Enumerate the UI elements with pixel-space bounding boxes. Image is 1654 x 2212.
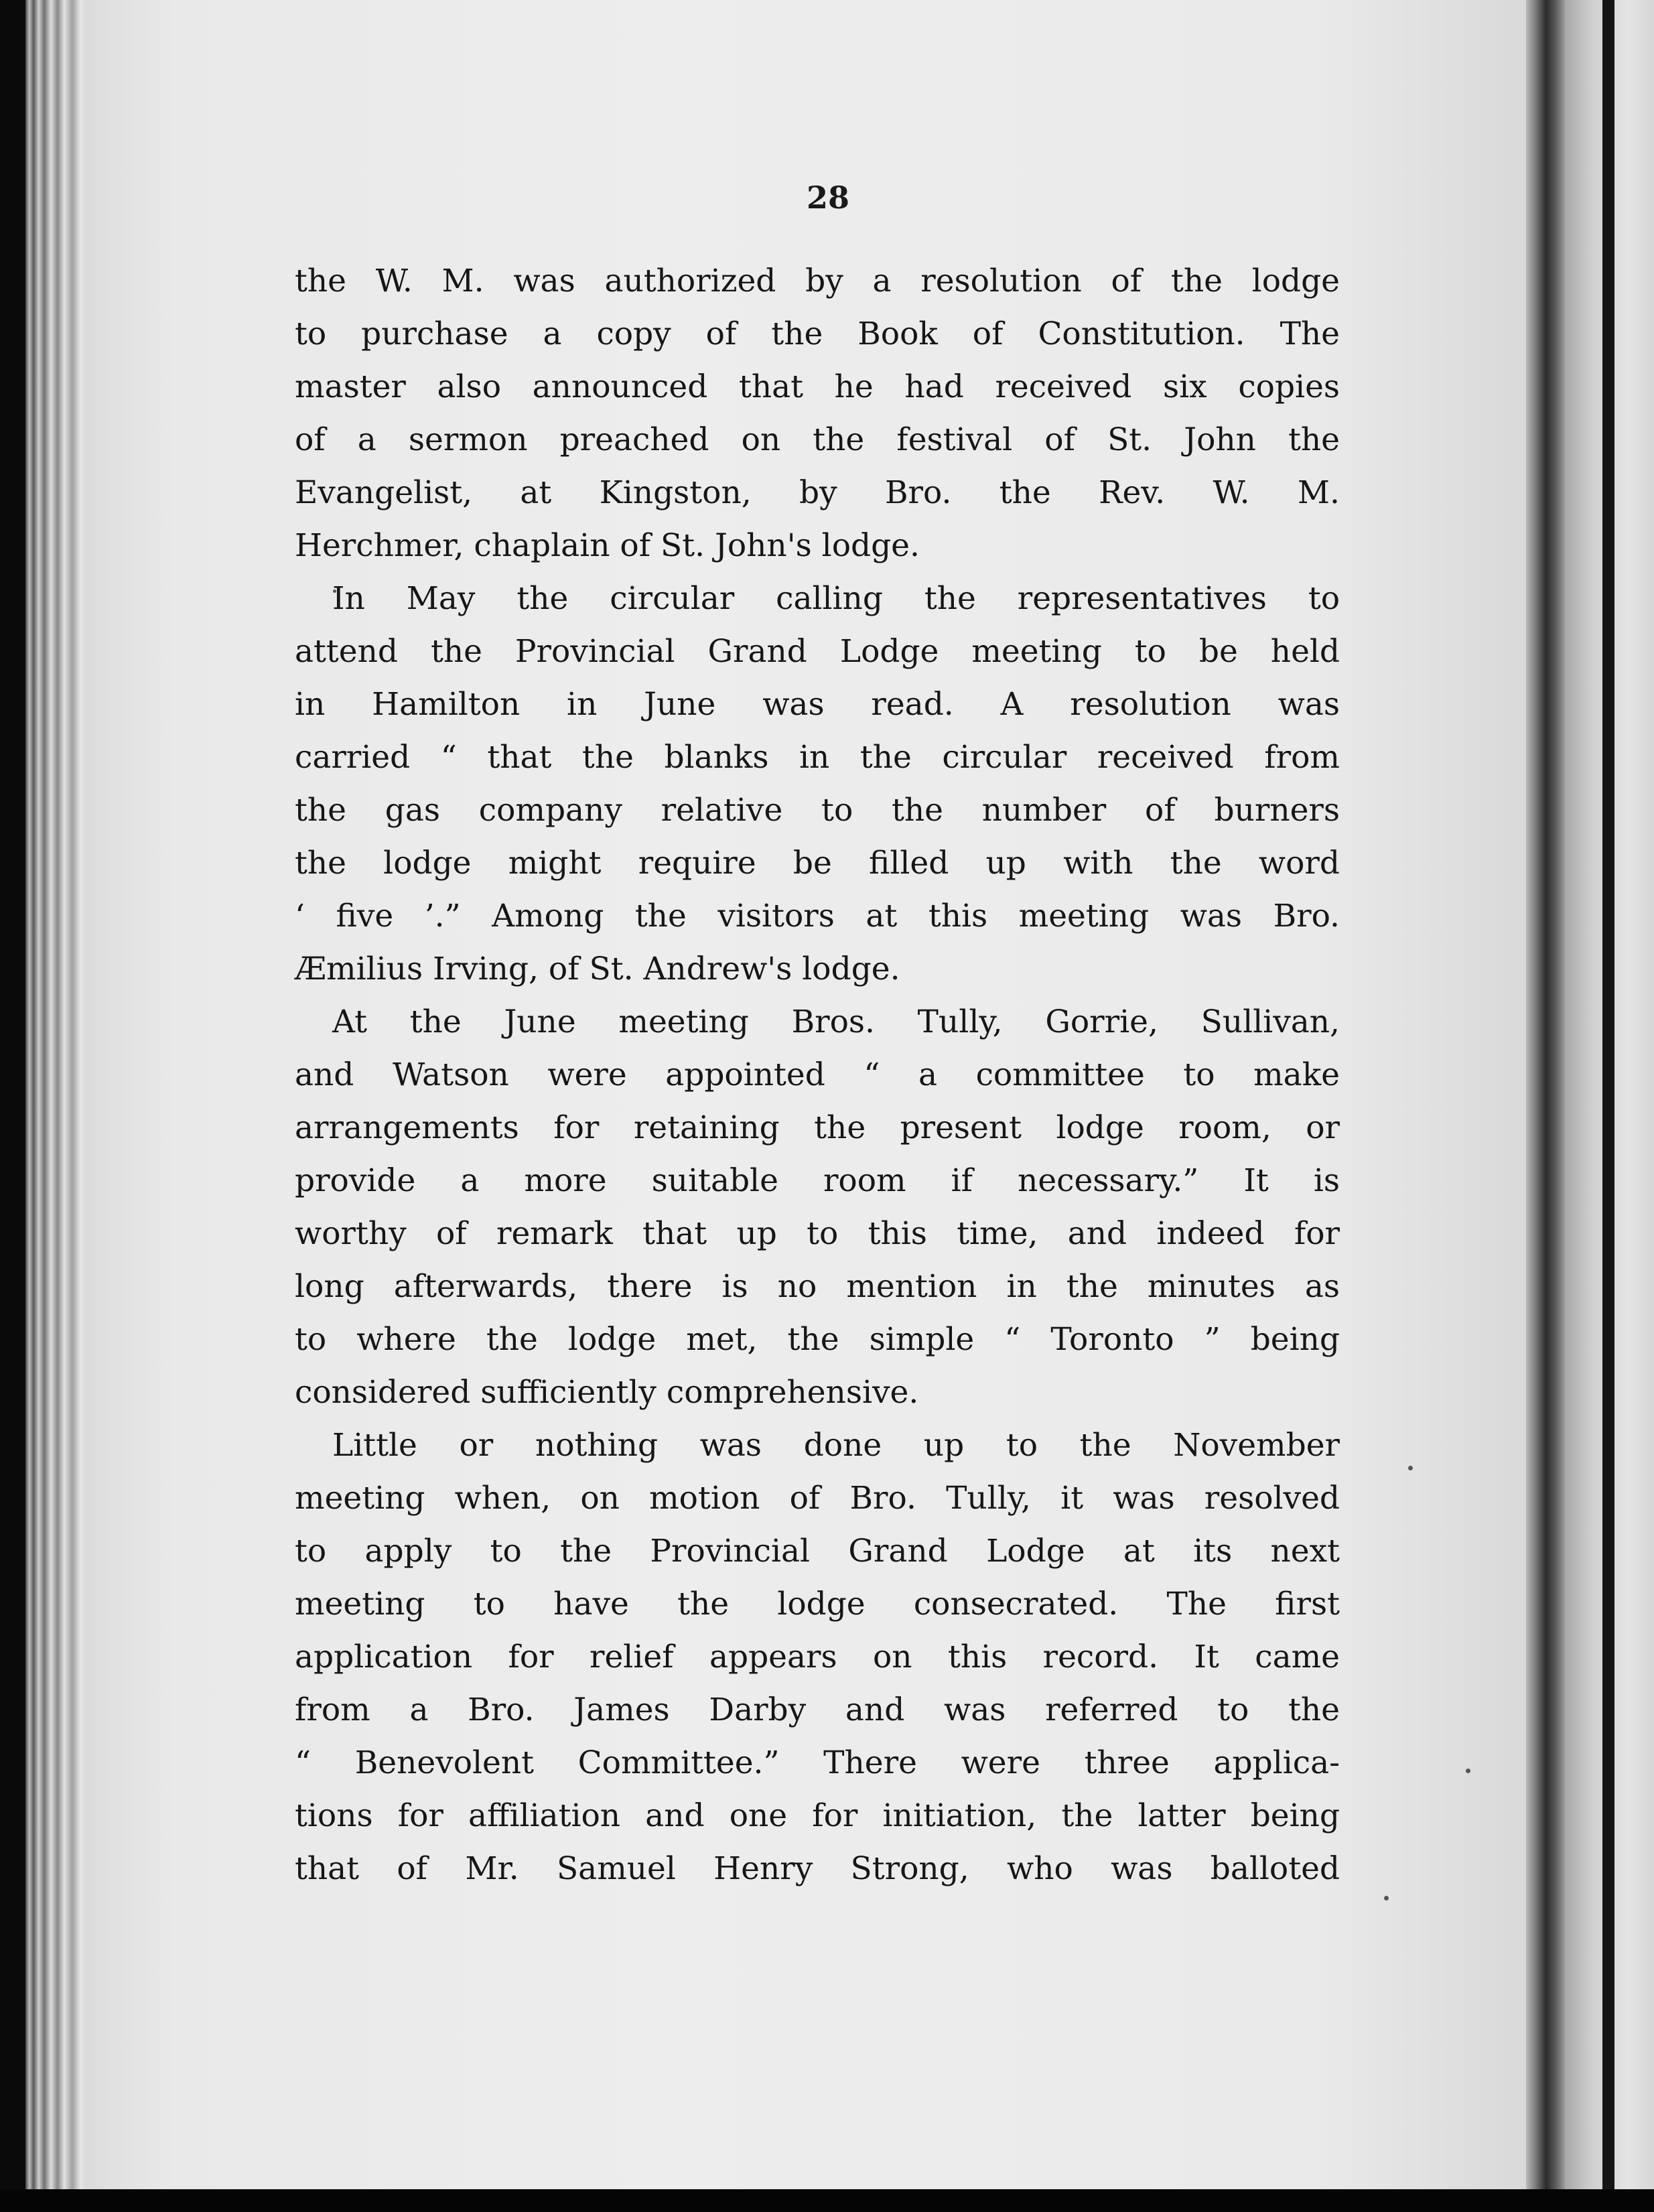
text-line: that of Mr. Samuel Henry Strong, who was balloted (295, 1850, 1340, 1887)
text-line: meeting when, on motion of Bro. Tully, it was resolved (295, 1480, 1340, 1517)
text-line: Little or nothing was done up to the November (332, 1427, 1340, 1464)
text-line: to purchase a copy of the Book of Constitution. The (295, 316, 1340, 352)
text-line: Herchmer, chaplain of St. John's lodge. (295, 527, 920, 564)
paragraph-4 (295, 1419, 1340, 1895)
text-line: carried “ that the blanks in the circular received from (295, 739, 1340, 776)
paragraph-2 (295, 572, 1340, 995)
text-line: the gas company relative to the number of burners (295, 792, 1340, 829)
text-line: provide a more suitable room if necessary.” It is (295, 1162, 1340, 1199)
dust-speck (1408, 1466, 1413, 1470)
text-line: “ Benevolent Committee.” There were three applica- (295, 1744, 1340, 1781)
paragraph-1 (295, 255, 1340, 572)
facing-page-edge (1602, 0, 1614, 2189)
text-line: At the June meeting Bros. Tully, Gorrie, Sullivan, (332, 1004, 1340, 1040)
text-line: the W. M. was authorized by a resolution of the lodge (295, 263, 1340, 299)
text-line: Æmilius Irving, of St. Andrew's lodge. (295, 951, 900, 987)
text-line: from a Bro. James Darby and was referred to the (295, 1691, 1340, 1728)
text-line: in Hamilton in June was read. A resolution was (295, 686, 1340, 723)
book-gutter (1526, 0, 1565, 2189)
text-line: master also announced that he had received six copies (295, 368, 1340, 405)
text-line: attend the Provincial Grand Lodge meeting to be held (295, 633, 1340, 670)
text-line: arrangements for retaining the present lodge room, or (295, 1109, 1340, 1146)
scan-bottom-border (0, 2189, 1654, 2212)
text-line: meeting to have the lodge consecrated. The first (295, 1586, 1340, 1622)
paragraph-3 (295, 995, 1340, 1419)
text-line: Evangelist, at Kingston, by Bro. the Rev. W. M. (295, 474, 1340, 511)
text-line: In May the circular calling the representatives to (332, 580, 1340, 617)
text-line: tions for affiliation and one for initiation, the latter being (295, 1797, 1340, 1834)
text-line: application for relief appears on this record. It came (295, 1639, 1340, 1675)
dust-speck (1466, 1769, 1470, 1773)
text-line: ‘ five ’.” Among the visitors at this meeting was Bro. (295, 898, 1340, 935)
text-line: to apply to the Provincial Grand Lodge at its next (295, 1533, 1340, 1570)
text-line: the lodge might require be filled up with the word (295, 845, 1340, 882)
body-text (295, 255, 1340, 1895)
text-line: of a sermon preached on the festival of St. John the (295, 421, 1340, 458)
dust-speck (1384, 1896, 1389, 1900)
text-line: considered sufficiently comprehensive. (295, 1374, 919, 1411)
page-stack-edges (25, 0, 87, 2189)
page-number: 28 (806, 180, 849, 216)
text-line: long afterwards, there is no mention in the minutes as (295, 1268, 1340, 1305)
text-line: and Watson were appointed “ a committee to make (295, 1056, 1340, 1093)
text-line: worthy of remark that up to this time, and indeed for (295, 1215, 1340, 1252)
text-line: to where the lodge met, the simple “ Toronto ” being (295, 1321, 1340, 1358)
